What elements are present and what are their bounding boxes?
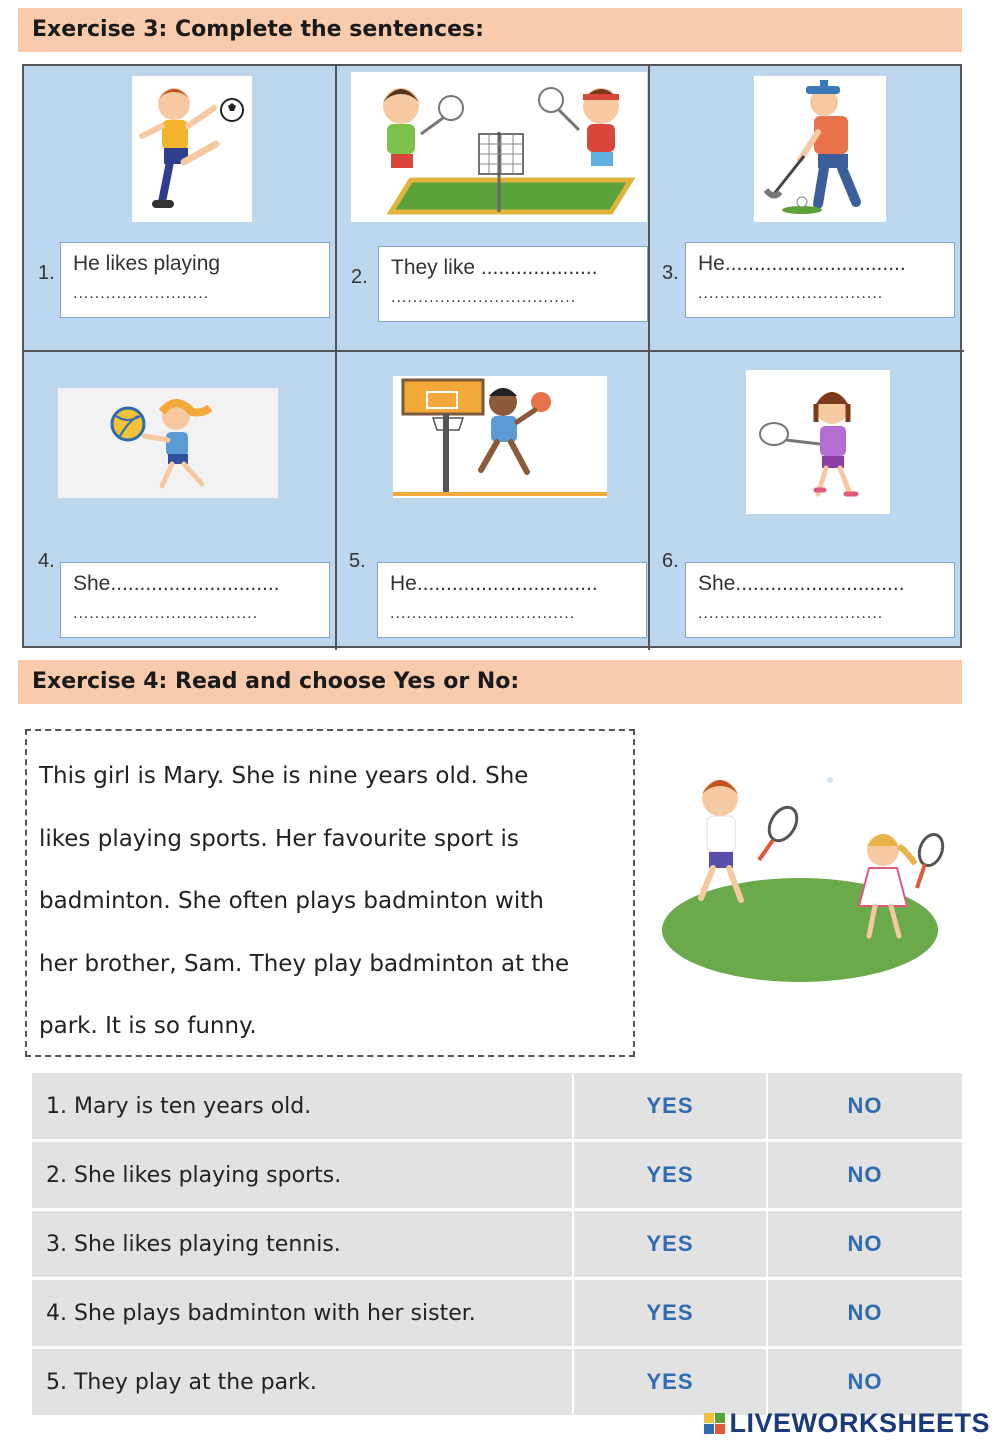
exercise3-item-2 xyxy=(337,66,650,352)
kids-playing-badminton-net-picture xyxy=(351,72,647,222)
answer-prompt: He likes playing xyxy=(73,252,221,275)
question-text: 1. Mary is ten years old. xyxy=(32,1073,574,1139)
liveworksheets-logo-icon xyxy=(704,1413,725,1434)
answer-blank: ......................... xyxy=(73,285,210,302)
no-option[interactable]: NO xyxy=(847,1300,883,1325)
yes-no-table xyxy=(32,1073,962,1418)
liveworksheets-logo[interactable] xyxy=(704,1408,990,1438)
item-number: 6. xyxy=(662,550,679,572)
table-row xyxy=(32,1142,962,1208)
passage-line: likes playing sports. Her favourite sport is xyxy=(39,825,519,852)
question-text: 4. She plays badminton with her sister. xyxy=(32,1280,574,1346)
yes-option[interactable]: YES xyxy=(574,1142,768,1208)
yes-option[interactable]: YES xyxy=(574,1280,768,1346)
answer-blank: .................................. xyxy=(73,605,259,622)
exercise3-title: Exercise 3: Complete the sentences: xyxy=(18,8,962,52)
answer-prompt: She............................. xyxy=(73,572,280,595)
answer-prompt: He............................... xyxy=(698,252,906,275)
boy-kicking-football-picture xyxy=(132,76,252,222)
table-row xyxy=(32,1349,962,1415)
answer-box-3[interactable] xyxy=(685,242,955,318)
exercise3-item-5 xyxy=(337,352,650,650)
passage-line: her brother, Sam. They play badminton at the xyxy=(39,950,570,977)
no-option[interactable]: NO xyxy=(847,1162,883,1187)
item-number: 1. xyxy=(38,262,55,284)
man-playing-golf-picture xyxy=(754,76,886,222)
item-number: 3. xyxy=(662,262,679,284)
no-option[interactable]: NO xyxy=(847,1369,883,1394)
question-text: 5. They play at the park. xyxy=(32,1349,574,1415)
no-option[interactable]: NO xyxy=(847,1093,883,1118)
answer-box-6[interactable] xyxy=(685,562,955,638)
question-text: 3. She likes playing tennis. xyxy=(32,1211,574,1277)
passage-line: This girl is Mary. She is nine years old. She xyxy=(39,763,529,789)
yes-option[interactable]: YES xyxy=(574,1349,768,1415)
girl-playing-badminton-picture xyxy=(746,370,890,514)
item-number: 4. xyxy=(38,550,55,572)
answer-box-2[interactable] xyxy=(378,246,648,322)
answer-prompt: They like .................... xyxy=(391,256,598,279)
question-text: 2. She likes playing sports. xyxy=(32,1142,574,1208)
exercise3-item-4 xyxy=(24,352,337,650)
answer-box-4[interactable] xyxy=(60,562,330,638)
answer-blank: .................................. xyxy=(698,605,884,622)
yes-option[interactable]: YES xyxy=(574,1073,768,1139)
table-row xyxy=(32,1211,962,1277)
girl-playing-volleyball-picture xyxy=(58,388,278,498)
boy-playing-basketball-picture xyxy=(393,376,607,498)
item-number: 2. xyxy=(351,266,368,288)
exercise3-item-6 xyxy=(650,352,964,650)
exercise3-grid xyxy=(22,64,962,648)
passage-line: park. It is so funny. xyxy=(39,1013,257,1039)
passage-line: badminton. She often plays badminton with xyxy=(39,888,544,914)
exercise3-item-1 xyxy=(24,66,337,352)
answer-blank: .................................. xyxy=(391,289,577,306)
item-number: 5. xyxy=(349,550,366,572)
exercise3-item-3 xyxy=(650,66,964,352)
exercise4-title: Exercise 4: Read and choose Yes or No: xyxy=(18,660,962,704)
answer-box-1[interactable] xyxy=(60,242,330,318)
no-option[interactable]: NO xyxy=(847,1231,883,1256)
boy-and-girl-playing-badminton-picture xyxy=(655,740,955,1000)
reading-passage xyxy=(25,729,635,1057)
table-row xyxy=(32,1073,962,1139)
answer-blank: .................................. xyxy=(698,285,884,302)
logo-text: LIVEWORKSHEETS xyxy=(729,1407,990,1438)
answer-box-5[interactable] xyxy=(377,562,647,638)
answer-prompt: She............................. xyxy=(698,572,905,595)
yes-option[interactable]: YES xyxy=(574,1211,768,1277)
answer-prompt: He............................... xyxy=(390,572,598,595)
table-row xyxy=(32,1280,962,1346)
answer-blank: .................................. xyxy=(390,605,576,622)
